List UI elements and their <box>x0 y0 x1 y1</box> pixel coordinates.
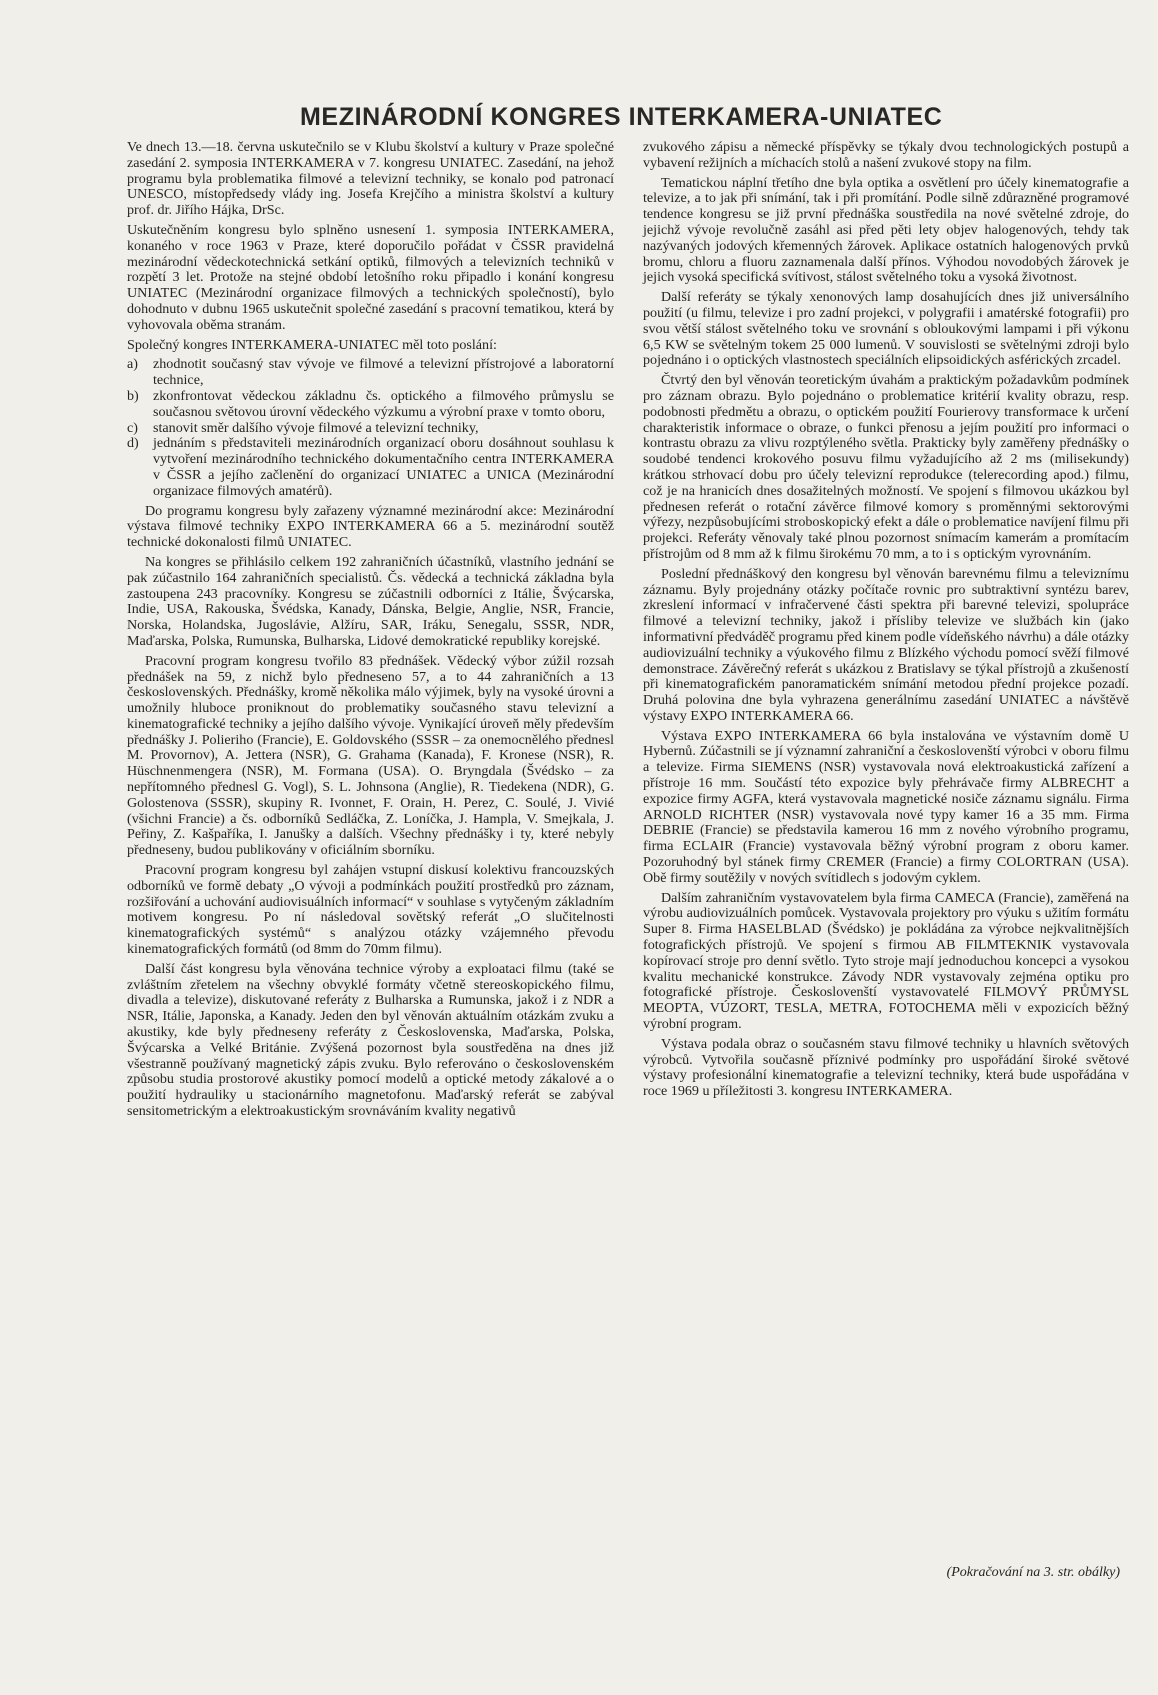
left-column <box>127 140 614 1124</box>
paragraph: Ve dnech 13.—18. června uskutečnilo se v Klubu školství a kultury v Praze společné zasedání 2. symposia INTERKAMERA v 7. kongresu UNIATEC. Zasedání, na jehož programu byla problematika filmové a televizní techniky, se konalo pod patronací UNESCO, místopředsedy vlády ing. Josefa Krejčího a ministra školství a kultury prof. dr. Jiřího Hájka, DrSc. <box>127 139 614 219</box>
list-marker: b) <box>127 387 139 404</box>
article-title: MEZINÁRODNÍ KONGRES INTERKAMERA-UNIATEC <box>300 102 943 131</box>
paragraph: Pracovní program kongresu byl zahájen vstupní diskusí kolektivu francouzských odborníků ve formě debaty „O vývoji a podmínkách použití prostředků pro záznam, rozšiřování a uchování audiovisuálních informací“ v souhlase s vytyčeným základním motivem kongresu. Po ní následoval sovětský referát „O slučitelnosti kinematografických systémů“ s analýzou otázky vzájemného převodu kinematografických formátů (od 8mm do 70mm filmu). <box>127 862 614 958</box>
list-item-text: stanovit směr dalšího vývoje filmové a televizní techniky, <box>153 419 479 436</box>
list-item <box>127 436 614 499</box>
list-marker: c) <box>127 419 138 436</box>
paragraph: Výstava EXPO INTERKAMERA 66 byla instalována ve výstavním domě U Hybernů. Zúčastnili se jí významní zahraniční a českoslovenští výrobci v oboru filmu a televize. Firma SIEMENS (NSR) vystavovala nová elektroakustická zařízení a přístroje 16 mm. Součástí této expozice byly přehrávače firmy ALBRECHT a expozice firmy AGFA, která vystavovala magnetické nosiče záznamu signálu. Firma ARNOLD RICHTER (NSR) vystavovala nové typy kamer 16 a 35 mm. Firma DEBRIE (Francie) se představila kamerou 16 mm z nového výrobního programu, firma ECLAIR (Francie) vystavovala běžný výrobní program z oboru kamer. Pozoruhodný byl stánek firmy CREMER (Francie) a firmy COLORTRAN (USA). Obě firmy soutěžily v nových svítidlech s jodovým cyklem. <box>643 727 1129 886</box>
paragraph: Další část kongresu byla věnována technice výroby a exploataci filmu (také se zvláštním zřetelem na všechny obvyklé formáty včetně stereoskopického filmu, divadla a televize), diskutované referáty z Bulharska a Rumunska, jakož i z NDR a NSR, Itálie, Japonska, a Kanady. Jeden den byl věnován aktuálním otázkám zvuku a akustiky, kde byly předneseny referáty z Československa, Maďarska, Polska, Švýcarska a Velké Británie. Zvýšená pozornost byla soustředěna na dnes již všestranně používaný magnetický zápis zvuku. Bylo referováno o československém způsobu studia prostorové akustiky pomocí modelů a optické metody zákalové a o použití hydrauliky u stacionárního magnetofonu. Maďarský referát se zabýval sensitometrickým a elektroakustickým srovnáváním kvality negativů <box>127 960 614 1120</box>
paragraph: Čtvrtý den byl věnován teoretickým úvahám a praktickým požadavkům podmínek pro záznam obrazu. Bylo pojednáno o problematice kritérií kvality obrazu, resp. podobnosti předmětu a obrazu, o optickém použití Fourierovy transformace k určení charakteristik informace o obraze, o funkci přenosu a jejím použití pro informaci o kontrastu obrazu za vlivu rozptýleného světla. Prakticky byly zaměřeny přednášky o soudobé tendenci krokového posuvu filmu vyžadujícího až 2 ms (milisekundy) krátkou strhovací dobu pro účely televizní reprodukce (telerecording apod.) filmu, což je na hranicích dnes dosažitelných možností. Ve spojení s filmovou ukázkou byl přednesen referát o rotační závěrce filmové komory s proměnnými sektorovými výřezy, nezpůsobujícími stroboskopický efekt a dále o problematice navíjení filmu při projekci. Referáty věnovaly také plnou pozornost snímacím kamerám a promítacím přístrojům od 8 mm až k filmu širokému 70 mm, a to i s optickým vyrovnáním. <box>643 372 1129 562</box>
paragraph: Dalším zahraničním vystavovatelem byla firma CAMECA (Francie), zaměřená na výrobu audiovizuálních pomůcek. Vystavovala projektory pro výuku s užitím formátu Super 8. Firma HASELBLAD (Švédsko) je pokládána za výrobce nejkvalitnějších fotografických přístrojů. Ve spojení s firmou AB FILMTEKNIK vystavovala kopírovací stroje pro denní světlo. Tyto stroje mají jednoduchou koncepci a vysokou kvalitu mechanické konstrukce. Závody NDR vystavovaly zejména optiku pro fotografické přístroje. Českoslovenští vystavovatelé FILMOVÝ PRŮMYSL MEOPTA, VÚZORT, TESLA, METRA, FOTOCHEMA měli v expozicích běžný výrobní program. <box>643 889 1129 1033</box>
list-item-text: zhodnotit současný stav vývoje ve filmové a televizní přístrojové a laboratorní technice, <box>153 356 614 389</box>
paragraph: Tematickou náplní třetího dne byla optika a osvětlení pro účely kinematografie a televize, a to jak při snímání, tak i při promítání. Podle silně zdůrazněné programové tendence kongresu se již první přednáška soustředila na nové světelné zdroje, do jejichž vývoje revolučně zasáhl asi před pěti lety objev halogenových, tehdy tak nazývaných jodových křemenných žárovek. Aplikace ostatních halogenových prvků bromu, chloru a fluoru zaznamenala další přínos. Výhodou novodobých žárovek je jejich vysoká specifická svítivost, stálost světelného toku a vysoká životnost. <box>643 174 1129 286</box>
paragraph: Společný kongres INTERKAMERA-UNIATEC měl toto poslání: <box>127 336 497 353</box>
list-item-text: zkonfrontovat vědeckou základnu čs. optického a filmového průmyslu se současnou světovou úrovní vědeckého výzkumu a výrobní praxe v tomto oboru, <box>153 387 614 420</box>
paragraph: zvukového zápisu a německé příspěvky se týkaly dvou technologických postupů a vybavení režijních a míchacích stolů a našení zvukové stopy na film. <box>643 139 1129 171</box>
list-item <box>127 389 614 421</box>
paragraph: Do programu kongresu byly zařazeny významné mezinárodní akce: Mezinárodní výstava filmové techniky EXPO INTERKAMERA 66 a 5. mezinárodní soutěž technické dokonalosti filmů UNIATEC. <box>127 502 614 551</box>
list-item-text: jednáním s představiteli mezinárodních organizací oboru dosáhnout souhlasu k vytvoření mezinárodního technického dokumentačního centra INTERKAMERA v ČSSR a jejího začlenění do organizací UNIATEC a UNICA (Mezinárodní organizace filmových amatérů). <box>153 435 614 499</box>
paragraph: Na kongres se přihlásilo celkem 192 zahraničních účastníků, vlastního jednání se pak zúčastnilo 164 zahraničních specialistů. Čs. vědecká a technická základna byla zastoupena 243 pracovníky. Kongresu se zúčastnili odborníci z Itálie, Švýcarska, Indie, USA, Rakouska, Švédska, Kanady, Dánska, Belgie, Anglie, NSR, Francie, Norska, Holandska, Jugoslávie, Alžíru, SAR, Iráku, Senegalu, SSSR, NDR, Maďarska, Polska, Rumunska, Bulharska, Lidové demokratické republiky korejské. <box>127 553 614 649</box>
list-item <box>127 357 614 389</box>
list-marker: a) <box>127 356 138 373</box>
paragraph: Pracovní program kongresu tvořilo 83 přednášek. Vědecký výbor zúžil rozsah přednášek na 59, z nichž bylo předneseno 57, a to 44 zahraničních a 13 československých. Přednášky, kromě několika málo výjimek, byly na vysoké úrovni a umožnily hluboce proniknout do problematiky současného stavu televizní a kinematografické techniky a jejího dalšího vývoje. Vynikající úroveň měly především přednášky J. Polieriho (Francie), E. Goldovského (SSSR – za onemocnělého přednesl M. Provornov), A. Jettera (NSR), G. Grahama (Kanada), F. Kronese (NSR), R. Hüschnenmengera (NSR), M. Formana (USA). O. Bryngdala (Švédsko – za nepřítomného přednesl G. Vogl), S. L. Johnsona (Anglie), R. Tiedekena (NDR), G. Golostenova (SSSR), skupiny R. Ivonnet, F. Orain, H. Perez, C. Soulé, J. Vivié (všichni Francie) a čs. odborníků Sedláčka, Z. Loníčka, J. Hampla, V. Smejkala, J. Peřiny, Z. Kašpaříka, I. Janušky a dalších. Všechny přednášky i ty, které nebyly předneseny, budou publikovány v oficiálním sborníku. <box>127 652 614 859</box>
right-column <box>643 140 1129 1104</box>
paragraph: Uskutečněním kongresu bylo splněno usnesení 1. symposia INTERKAMERA, konaného v roce 1963 v Praze, které doporučilo pořádat v ČSSR pravidelná mezinárodní vědeckotechnická setkání optiků, filmových a televizních techniků v rozpětí 3 let. Protože na stejné období letošního roku připadlo i konání kongresu UNIATEC (Mezinárodní organizace filmových a technických společností), bylo dohodnuto v dubnu 1965 uskutečnit společné zasedání s pracovní tematikou, která by vyhovovala oběma stranám. <box>127 221 614 333</box>
paragraph: Výstava podala obraz o současném stavu filmové techniky u hlavních světových výrobců. Vytvořila současně příznivé podmínky pro uspořádání široké světové výstavy profesionální kinematografie a televizní techniky, která bude uspořádána v roce 1969 u příležitosti 3. kongresu INTERKAMERA. <box>643 1035 1129 1100</box>
goals-list <box>127 357 614 499</box>
list-item <box>127 421 614 437</box>
paragraph: Další referáty se týkaly xenonových lamp dosahujících dnes již universálního použití (u filmu, televize i pro zadní projekci, v polygrafii i amatérské fotografii) pro svou větší stálost světelného toku ve srovnání s obloukovými lampami i při výkonu 6,5 KW se světelným tokem 25 000 lumenů. V souvislosti se světelnými zdroji bylo pojednáno i o optických vlastnostech speciálních elipsoidických asférických zrcadel. <box>643 289 1129 369</box>
paragraph: Poslední přednáškový den kongresu byl věnován barevnému filmu a televiznímu záznamu. Byly projednány otázky počítače rovnic pro subtraktivní syntézu barev, zkreslení informací v infračervené části spektra při barevné televizi, spolupráce filmové a televizní techniky, jakož i přísliby televize ve službách kin (jako informativní předváděč programu před kinem podle vídeňského návrhu) a dále otázky audiovizuální techniky a výukového filmu z Blízkého východu pomocí svěží filmové demonstrace. Závěrečný referát s ukázkou z Bratislavy se týkal přístrojů a zkušeností při kinematografickém panoramatickém snímání metodou přední projekce pozadí. Druhá polovina dne byla vyhrazena generálnímu zasedání UNIATEC a návštěvě výstavy EXPO INTERKAMERA 66. <box>643 565 1129 724</box>
list-marker: d) <box>127 435 139 452</box>
continuation-note: (Pokračování na 3. str. obálky) <box>946 1565 1120 1580</box>
